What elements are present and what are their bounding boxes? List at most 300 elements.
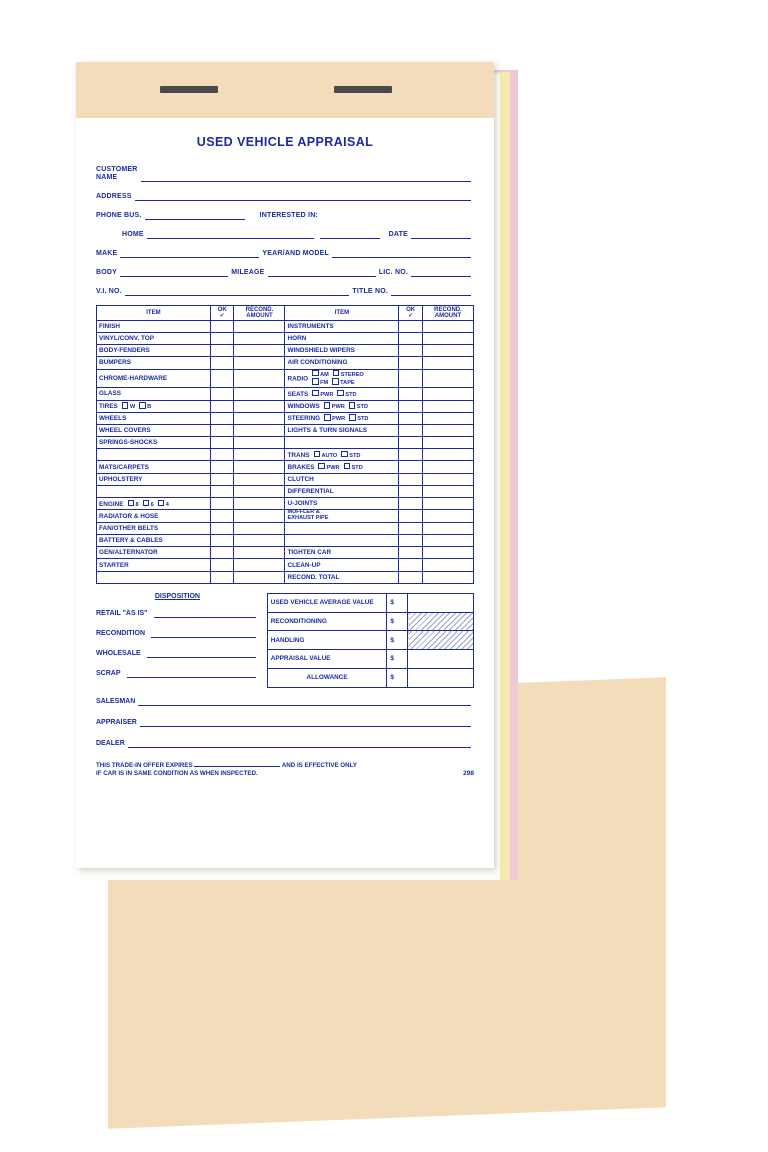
recond-amount-left-12[interactable] [234,473,285,485]
table-row [97,510,474,523]
lic-no-label: LIC. NO. [378,269,409,277]
signature-input[interactable] [128,738,471,748]
disposition-label: SCRAP [96,669,121,677]
item-label: CLUTCH [287,475,314,483]
ok-checkbox-left-4[interactable] [210,369,234,388]
item-label: CLEAN-UP [287,561,321,569]
inspection-item-right-18 [285,547,399,559]
ok-checkbox-left-2[interactable] [210,345,234,357]
item-label: BATTERY & CABLES [99,537,163,545]
checkbox-label: STD [356,404,369,411]
item-label: GEN/ALTERNATOR [99,549,158,557]
recond-amount-right-16[interactable] [422,522,473,534]
table-row [97,449,474,461]
ok-checkbox-right-2[interactable] [399,345,423,357]
ok-checkbox-left-20[interactable] [210,571,234,583]
item-label: ENGINE [99,500,124,508]
inspection-item-right-10 [285,449,399,461]
header-ok-right-check: ✓ [408,312,414,319]
inspection-item-right-3 [285,357,399,369]
recond-amount-left-8[interactable] [234,424,285,436]
recond-amount-right-17[interactable] [422,535,473,547]
inspection-item-right-13 [285,485,399,497]
item-label: SEATS [287,390,309,398]
signature-input[interactable] [138,696,471,706]
inspection-item-left-3 [97,357,211,369]
table-row [97,345,474,357]
vin-title-row [96,286,474,296]
totals-row-1 [267,631,473,650]
header-recond-left [234,305,285,320]
average-value-label: USED VEHICLE AVERAGE VALUE [267,593,387,612]
year-model-label: YEAR/AND MODEL [262,250,330,258]
ok-checkbox-right-11[interactable] [399,461,423,473]
recond-amount-right-9[interactable] [422,437,473,449]
disposition-rows [96,608,259,678]
header-recond-left-l1: RECOND. [245,306,274,313]
recond-amount-left-0[interactable] [234,320,285,332]
checkbox-label: PWR [320,391,334,398]
totals-table [267,593,474,688]
checkbox-pwr-icon[interactable] [324,414,331,421]
checkbox-4-icon[interactable] [158,500,165,507]
table-row [97,461,474,473]
inspection-header-row [97,305,474,320]
item-label: MATS/CARPETS [99,463,149,471]
recond-amount-left-5[interactable] [234,388,285,400]
ok-checkbox-right-6[interactable] [399,400,423,412]
ok-checkbox-left-11[interactable] [210,461,234,473]
recond-amount-left-3[interactable] [234,357,285,369]
inspection-item-left-17 [97,535,211,547]
ok-checkbox-right-5[interactable] [399,388,423,400]
item-label: WHEEL COVERS [99,426,151,434]
inspection-item-left-7 [97,412,211,424]
item-option-line-0 [308,370,364,379]
disposition-title: DISPOSITION [154,592,200,600]
totals-currency-symbol: $ [387,612,408,631]
item-label: AIR CONDITIONING [287,359,348,367]
item-label: DIFFERENTIAL [287,487,334,495]
page-title: USED VEHICLE APPRAISAL [196,135,374,149]
address-row [96,191,474,201]
inspection-item-left-5 [97,388,211,400]
inspection-item-right-1 [285,333,399,345]
recond-amount-left-16[interactable] [234,522,285,534]
item-label: RECOND. TOTAL [287,573,340,581]
ok-checkbox-right-12[interactable] [399,473,423,485]
totals-rows [267,612,473,687]
recond-amount-right-1[interactable] [422,333,473,345]
inspection-item-right-6 [285,400,399,412]
signature-row-0 [96,696,474,706]
table-row [97,320,474,332]
appraisal-form [76,62,494,868]
totals-currency-symbol: $ [387,650,408,669]
item-label-line1: MUFFLER & [287,509,320,516]
recond-amount-left-10[interactable] [234,449,285,461]
table-row [97,412,474,424]
recond-amount-left-19[interactable] [234,559,285,571]
checkbox-6-icon[interactable] [143,500,150,507]
checkbox-std-icon[interactable] [344,463,351,470]
recond-amount-right-2[interactable] [422,345,473,357]
inspection-item-right-12 [285,473,399,485]
address-label: ADDRESS [96,193,132,201]
ok-checkbox-left-17[interactable] [210,535,234,547]
signature-input[interactable] [140,717,471,727]
checkbox-b-icon[interactable] [139,402,146,409]
address-input[interactable] [135,191,471,201]
signature-label: DEALER [96,739,125,747]
recond-amount-left-13[interactable] [234,485,285,497]
make-model-row [96,248,474,258]
body-label: BODY [96,269,118,277]
signature-block [96,696,474,748]
inspection-item-left-19 [97,559,211,571]
inspection-item-right-0 [285,320,399,332]
checkbox-std-icon[interactable] [341,451,348,458]
checkbox-am-icon[interactable] [312,370,319,377]
checkbox-std-icon[interactable] [349,402,356,409]
checkbox-std-icon[interactable] [349,414,356,421]
phone-interested-row [96,210,474,220]
customer-name-row [96,166,474,182]
recond-amount-left-6[interactable] [234,400,285,412]
inspection-item-right-19 [285,559,399,571]
table-row [97,547,474,559]
ok-checkbox-right-8[interactable] [399,424,423,436]
ok-checkbox-left-18[interactable] [210,547,234,559]
lic-no-input[interactable] [411,267,471,277]
recond-amount-right-5[interactable] [422,388,473,400]
header-ok-right-text: OK [406,306,416,313]
checkbox-label: FM [320,380,329,387]
phone-bus-input[interactable] [145,210,245,220]
title-no-label: TITLE NO. [352,288,388,296]
average-value-dollar: $ [387,593,408,612]
disposition-label: WHOLESALE [96,649,141,657]
totals-row-2 [267,650,473,669]
signature-row-1 [96,717,474,727]
recond-amount-left-14[interactable] [234,498,285,510]
checkbox-label: AUTO [321,452,338,459]
header-ok-left-text: OK [217,306,227,313]
ok-checkbox-right-15[interactable] [399,510,423,523]
inspection-item-left-20 [97,571,211,583]
recond-amount-left-9[interactable] [234,437,285,449]
ok-checkbox-left-9[interactable] [210,437,234,449]
item-label: WHEELS [99,414,127,422]
recond-amount-right-14[interactable] [422,498,473,510]
ok-checkbox-left-14[interactable] [210,498,234,510]
table-row [97,559,474,571]
checkbox-label: AM [320,371,329,378]
recond-amount-right-3[interactable] [422,357,473,369]
ok-checkbox-left-3[interactable] [210,357,234,369]
customer-name-label-line2: NAME [96,173,118,181]
disposition-row-3 [96,668,259,678]
table-row [97,333,474,345]
inspection-item-right-4 [285,369,399,388]
inspection-item-left-2 [97,345,211,357]
ok-checkbox-left-6[interactable] [210,400,234,412]
recond-amount-right-11[interactable] [422,461,473,473]
totals-currency-symbol: $ [387,668,408,687]
item-label: SPRINGS-SHOCKS [99,439,158,447]
inspection-item-left-14 [97,498,211,510]
table-row [97,522,474,534]
inspection-item-left-13 [97,485,211,497]
recond-amount-left-11[interactable] [234,461,285,473]
ok-checkbox-left-15[interactable] [210,510,234,523]
checkbox-label: B [147,404,152,411]
checkbox-label: PWR [331,404,345,411]
item-option-group [308,370,364,388]
staple-right-icon [334,86,392,93]
checkbox-label: 6 [150,501,154,508]
header-ok-left [210,305,234,320]
ok-checkbox-left-13[interactable] [210,485,234,497]
item-label: WINDSHIELD WIPERS [287,347,355,355]
home-phone-input[interactable] [147,229,314,239]
make-input[interactable] [120,248,259,258]
inspection-item-left-1 [97,333,211,345]
checkbox-stereo-icon[interactable] [333,370,340,377]
item-label: TIRES [99,403,118,411]
table-row [97,498,474,510]
disposition-input[interactable] [147,648,256,658]
item-label: VINYL/CONV. TOP [99,335,155,343]
item-label: RADIATOR & HOSE [99,512,159,520]
disposition-block [96,593,259,688]
recond-amount-left-20[interactable] [234,571,285,583]
recond-amount-right-4[interactable] [422,369,473,388]
item-label: LIGHTS & TURN SIGNALS [287,426,368,434]
inspection-item-right-17 [285,535,399,547]
home-label: HOME [122,231,144,239]
checkbox-w-icon[interactable] [122,402,129,409]
ok-checkbox-right-17[interactable] [399,535,423,547]
header-recond-right-l2: AMOUNT [434,312,462,319]
ok-checkbox-right-4[interactable] [399,369,423,388]
recond-amount-right-15[interactable] [422,510,473,523]
item-label: STARTER [99,561,129,569]
recond-amount-right-19[interactable] [422,559,473,571]
recond-amount-right-10[interactable] [422,449,473,461]
average-value-input[interactable] [408,593,474,612]
inspection-item-left-10 [97,449,211,461]
body-input[interactable] [120,267,228,277]
inspection-item-left-9 [97,437,211,449]
item-label: TIGHTEN CAR [287,549,332,557]
recond-amount-right-7[interactable] [422,412,473,424]
ok-checkbox-left-16[interactable] [210,522,234,534]
recond-amount-right-18[interactable] [422,547,473,559]
disposition-row-0 [96,608,259,618]
vi-no-label: V.I. NO. [96,288,122,296]
ok-checkbox-left-8[interactable] [210,424,234,436]
customer-name-input[interactable] [141,172,471,182]
inspection-item-left-4 [97,369,211,388]
inspection-item-left-8 [97,424,211,436]
ok-checkbox-right-3[interactable] [399,357,423,369]
totals-hatched-cell [408,631,474,650]
item-label: WINDOWS [287,403,320,411]
ok-checkbox-left-19[interactable] [210,559,234,571]
ok-checkbox-right-10[interactable] [399,449,423,461]
totals-value-input[interactable] [408,650,474,669]
recond-amount-right-12[interactable] [422,473,473,485]
make-label: MAKE [96,250,118,258]
totals-label: RECONDITIONING [267,612,387,631]
recond-amount-left-15[interactable] [234,510,285,523]
inspection-item-left-16 [97,522,211,534]
checkbox-pwr-icon[interactable] [312,390,319,397]
ok-checkbox-right-19[interactable] [399,559,423,571]
checkbox-auto-icon[interactable] [314,451,321,458]
body-mileage-row [96,267,474,277]
disposition-input[interactable] [127,668,256,678]
ok-checkbox-right-14[interactable] [399,498,423,510]
table-row [97,473,474,485]
inspection-item-right-15 [285,510,399,523]
inspection-item-right-7 [285,412,399,424]
inspection-item-right-20 [285,571,399,583]
checkbox-label: PWR [326,464,340,471]
inspection-item-left-6 [97,400,211,412]
inspection-item-left-0 [97,320,211,332]
checkbox-8-icon[interactable] [128,500,135,507]
inspection-item-left-12 [97,473,211,485]
vi-no-input[interactable] [125,286,350,296]
recond-amount-left-17[interactable] [234,535,285,547]
inspection-item-left-18 [97,547,211,559]
recond-amount-left-1[interactable] [234,333,285,345]
checkbox-pwr-icon[interactable] [318,463,325,470]
recond-amount-right-13[interactable] [422,485,473,497]
ok-checkbox-right-9[interactable] [399,437,423,449]
item-label: CHROME-HARDWARE [99,374,168,382]
inspection-item-right-2 [285,345,399,357]
recond-amount-right-6[interactable] [422,400,473,412]
item-label: UPHOLSTERY [99,475,143,483]
signature-label: SALESMAN [96,697,136,705]
inspection-item-right-8 [285,424,399,436]
ok-checkbox-left-12[interactable] [210,473,234,485]
footer-line1-post: AND IS EFFECTIVE ONLY [281,761,357,769]
disposition-row-2 [96,648,259,658]
signature-row-2 [96,738,474,748]
signature-label: APPRAISER [96,718,137,726]
item-label: GLASS [99,390,122,398]
disposition-label: RECONDITION [96,629,145,637]
recond-amount-left-18[interactable] [234,547,285,559]
checkbox-label: STD [349,452,361,459]
table-row [97,388,474,400]
header-ok-left-check: ✓ [219,312,225,319]
disposition-row-1 [96,628,259,638]
date-label: DATE [388,231,408,239]
totals-label: ALLOWANCE [267,668,387,687]
disposition-label: RETAIL "AS IS" [96,609,148,617]
checkbox-label: W [129,404,136,411]
header-recond-right [422,305,473,320]
totals-currency-symbol: $ [387,631,408,650]
ok-checkbox-left-0[interactable] [210,320,234,332]
checkbox-label: 4 [165,501,169,508]
checkbox-std-icon[interactable] [337,390,344,397]
ok-checkbox-right-1[interactable] [399,333,423,345]
item-label: BODY-FENDERS [99,347,150,355]
totals-label: HANDLING [267,631,387,650]
home-date-row [96,229,474,239]
totals-row-3 [267,668,473,687]
item-label: FINISH [99,322,120,330]
checkbox-tape-icon[interactable] [332,378,339,385]
footer-note [96,759,474,779]
interested-in-input[interactable] [320,229,380,239]
date-input[interactable] [411,229,471,239]
item-label: RADIO [287,375,309,383]
ok-checkbox-left-7[interactable] [210,412,234,424]
ok-checkbox-right-7[interactable] [399,412,423,424]
disposition-input[interactable] [151,628,256,638]
header-item-right: ITEM [285,305,399,320]
checkbox-label: STD [345,391,357,398]
ok-checkbox-right-0[interactable] [399,320,423,332]
title-no-input[interactable] [391,286,471,296]
inspection-body [97,320,474,583]
disposition-totals-area [96,593,474,688]
header-recond-left-l2: AMOUNT [246,312,273,319]
disposition-input[interactable] [154,608,256,618]
ok-checkbox-left-10[interactable] [210,449,234,461]
checkbox-pwr-icon[interactable] [324,402,331,409]
checkbox-label: PWR [332,416,346,423]
ok-checkbox-right-20[interactable] [399,571,423,583]
recond-amount-left-7[interactable] [234,412,285,424]
recond-amount-left-4[interactable] [234,369,285,388]
checkbox-fm-icon[interactable] [312,378,319,385]
header-item-left: ITEM [97,305,211,320]
totals-label: APPRAISAL VALUE [267,650,387,669]
item-label: U-JOINTS [287,500,318,508]
totals-row-0 [267,612,473,631]
ok-checkbox-right-18[interactable] [399,547,423,559]
expiry-date-input[interactable] [194,759,280,767]
ok-checkbox-left-1[interactable] [210,333,234,345]
item-label: FAN/OTHER BELTS [99,524,159,532]
recond-amount-left-2[interactable] [234,345,285,357]
year-model-input[interactable] [332,248,471,258]
totals-hatched-cell [408,612,474,631]
totals-value-input[interactable] [408,668,474,687]
ok-checkbox-right-13[interactable] [399,485,423,497]
table-row [97,485,474,497]
checkbox-label: STD [351,464,363,471]
customer-name-label-line1: CUSTOMER [96,165,138,173]
mileage-label: MILEAGE [231,269,265,277]
recond-amount-right-20[interactable] [422,571,473,583]
ok-checkbox-left-5[interactable] [210,388,234,400]
mileage-input[interactable] [268,267,376,277]
recond-amount-right-0[interactable] [422,320,473,332]
recond-amount-right-8[interactable] [422,424,473,436]
table-row [97,369,474,388]
header-recond-right-l1: RECOND. [434,306,462,313]
ok-checkbox-right-16[interactable] [399,522,423,534]
